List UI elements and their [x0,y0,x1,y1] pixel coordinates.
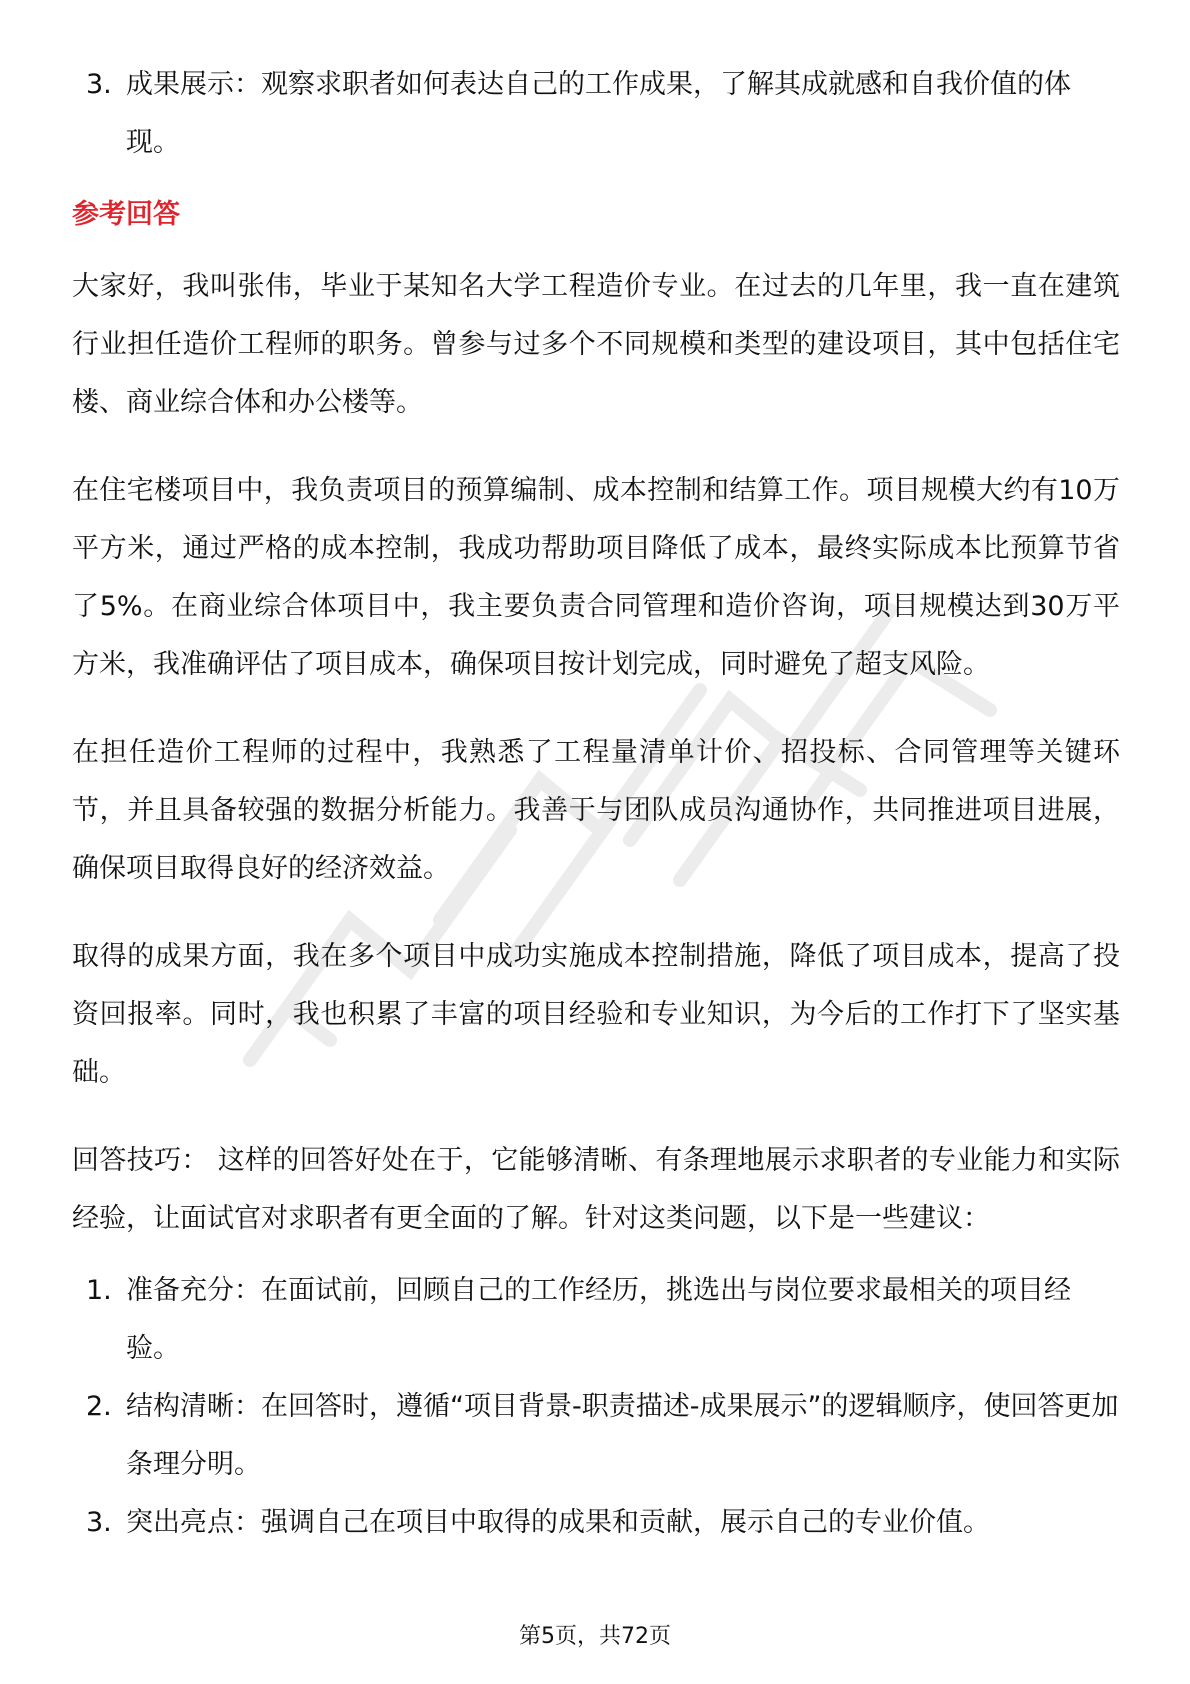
list-text: 成果展示：观察求职者如何表达自己的工作成果，了解其成就感和自我价值的体现。 [126,69,1071,158]
section-title: 参考回答 [72,199,180,230]
paragraph-residential-project: 在住宅楼项目中，我负责项目的预算编制、成本控制和结算工作。项目规模大约有10万平方米，通过严格的成本控制，我成功帮助项目降低了成本，最终实际成本比预算节省了5%。在商业综合体项目中，我主要负责合同管理和造价咨询，项目规模达到30万平方米，我准确评估了项目成本，确保项目按计划完成，同时避免了超支风险。 [72,475,1120,680]
list-number: 3. [86,1507,112,1538]
list-text: 突出亮点：强调自己在项目中取得的成果和贡献，展示自己的专业价值。 [126,1507,990,1538]
list-item [72,1378,1120,1494]
list-number: 3. [86,69,112,100]
list-text: 准备充分：在面试前，回顾自己的工作经历，挑选出与岗位要求最相关的项目经验。 [126,1275,1071,1364]
page-content [72,56,1120,1552]
page-number-footer: 第5页，共72页 [519,1624,671,1649]
paragraph-answer-tips: 回答技巧： 这样的回答好处在于，它能够清晰、有条理地展示求职者的专业能力和实际经验，让面试官对求职者有更全面的了解。针对这类问题，以下是一些建议： [72,1145,1120,1234]
paragraph-achievements: 取得的成果方面，我在多个项目中成功实施成本控制措施，降低了项目成本，提高了投资回报率。同时，我也积累了丰富的项目经验和专业知识，为今后的工作打下了坚实基础。 [72,941,1120,1088]
paragraph-intro: 大家好，我叫张伟，毕业于某知名大学工程造价专业。在过去的几年里，我一直在建筑行业担任造价工程师的职务。曾参与过多个不同规模和类型的建设项目，其中包括住宅楼、商业综合体和办公楼等。 [72,271,1120,418]
list-number: 1. [86,1275,112,1306]
list-item [72,56,1120,172]
paragraph-skills: 在担任造价工程师的过程中，我熟悉了工程量清单计价、招投标、合同管理等关键环节，并且具备较强的数据分析能力。我善于与团队成员沟通协作，共同推进项目进展，确保项目取得良好的经济效益。 [72,737,1120,884]
list-item [72,1262,1120,1378]
list-text: 结构清晰：在回答时，遵循“项目背景-职责描述-成果展示”的逻辑顺序，使回答更加条理分明。 [126,1391,1119,1480]
list-number: 2. [86,1391,112,1422]
list-item [72,1494,1120,1552]
